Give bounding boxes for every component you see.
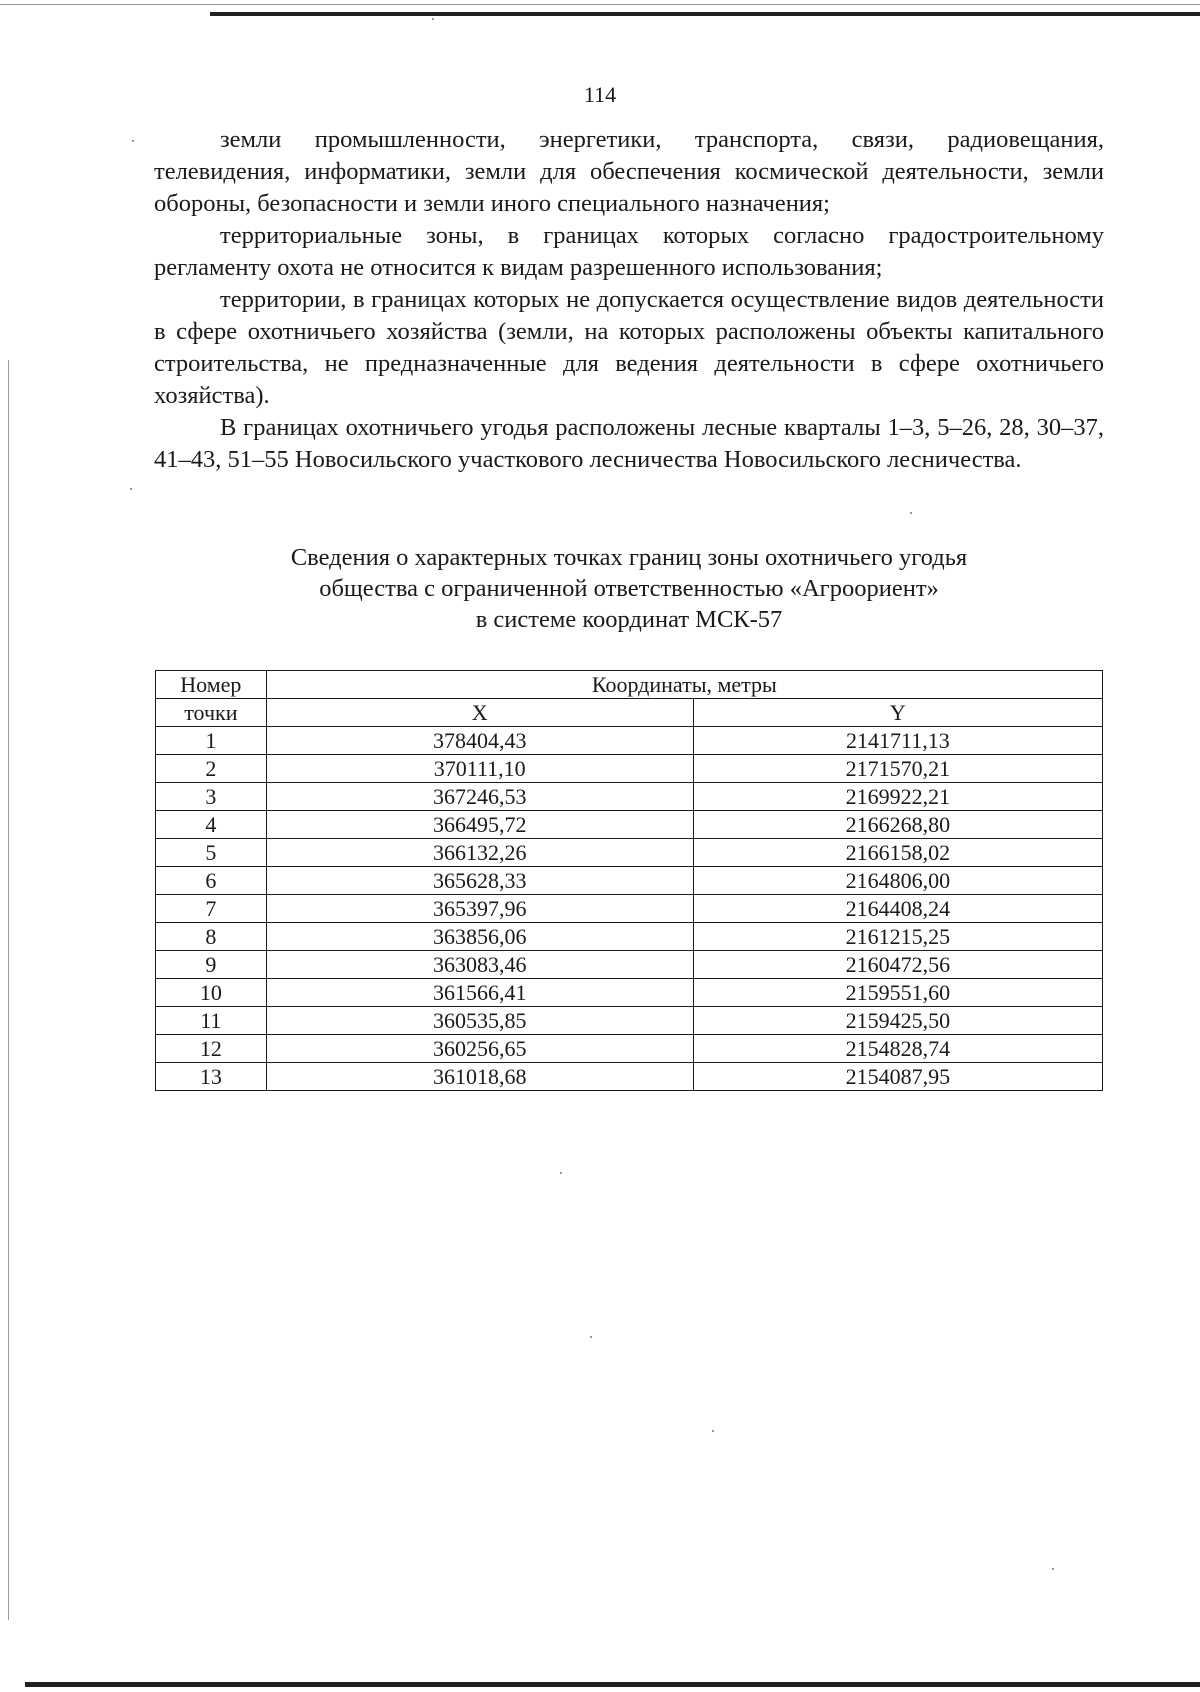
table-row [156, 895, 1103, 923]
cell-x: 365397,96 [266, 895, 693, 923]
cell-y: 2154087,95 [693, 1063, 1102, 1091]
scan-speck [432, 18, 434, 20]
scan-speck [560, 1172, 562, 1174]
cell-x: 361566,41 [266, 979, 693, 1007]
scan-edge-top [210, 12, 1200, 16]
table-row [156, 923, 1103, 951]
header-coordinates: Координаты, метры [266, 671, 1102, 699]
paragraph: территории, в границах которых не допускается осуществление видов деятельности в сфере охотничьего хозяйства (земли, на которых расположены объекты капитального строительства, не предназначенные для ведения деятельности в сфере охотничьего хозяйства). [154, 286, 1104, 409]
coordinates-table [155, 670, 1103, 1091]
cell-point-number: 8 [156, 923, 267, 951]
table-row [156, 867, 1103, 895]
cell-y: 2141711,13 [693, 727, 1102, 755]
table-row [156, 783, 1103, 811]
coordinates-table-body [156, 727, 1103, 1091]
cell-point-number: 6 [156, 867, 267, 895]
cell-x: 363083,46 [266, 951, 693, 979]
body-text [154, 124, 1104, 476]
cell-x: 366495,72 [266, 811, 693, 839]
cell-x: 361018,68 [266, 1063, 693, 1091]
cell-y: 2166158,02 [693, 839, 1102, 867]
section-title-line: Сведения о характерных точках границ зоны охотничьего угодья [290, 544, 968, 571]
section-title [154, 542, 1104, 635]
cell-point-number: 2 [156, 755, 267, 783]
table-row [156, 1063, 1103, 1091]
cell-x: 370111,10 [266, 755, 693, 783]
cell-point-number: 3 [156, 783, 267, 811]
cell-x: 366132,26 [266, 839, 693, 867]
cell-y: 2160472,56 [693, 951, 1102, 979]
cell-y: 2159425,50 [693, 1007, 1102, 1035]
table-row [156, 979, 1103, 1007]
cell-x: 367246,53 [266, 783, 693, 811]
cell-x: 360535,85 [266, 1007, 693, 1035]
table-row [156, 951, 1103, 979]
section-title-line: общества с ограниченной ответственностью «Агроориент» [319, 575, 939, 602]
scan-edge-bottom [25, 1682, 1200, 1687]
section-title-line: в системе координат МСК-57 [475, 606, 783, 633]
cell-point-number: 5 [156, 839, 267, 867]
page-number: 114 [583, 82, 617, 107]
cell-y: 2169922,21 [693, 783, 1102, 811]
cell-point-number: 13 [156, 1063, 267, 1091]
header-x: X [266, 699, 693, 727]
cell-y: 2154828,74 [693, 1035, 1102, 1063]
cell-x: 363856,06 [266, 923, 693, 951]
cell-y: 2159551,60 [693, 979, 1102, 1007]
scan-speck [132, 140, 134, 142]
cell-x: 360256,65 [266, 1035, 693, 1063]
header-point-number-line1: Номер [156, 671, 267, 699]
scan-edge-left [8, 360, 9, 1620]
header-point-number-line2: точки [156, 699, 267, 727]
cell-point-number: 1 [156, 727, 267, 755]
cell-y: 2161215,25 [693, 923, 1102, 951]
cell-y: 2166268,80 [693, 811, 1102, 839]
header-y: Y [693, 699, 1102, 727]
scan-speck [590, 1336, 592, 1338]
table-row [156, 755, 1103, 783]
cell-point-number: 9 [156, 951, 267, 979]
cell-point-number: 10 [156, 979, 267, 1007]
paragraph: земли промышленности, энергетики, транспорта, связи, радиовещания, телевидения, информатики, земли для обеспечения космической деятельности, земли обороны, безопасности и земли иного специального назначения; [154, 126, 1104, 217]
scan-edge-top-thin [0, 4, 1200, 5]
cell-point-number: 12 [156, 1035, 267, 1063]
paragraph: В границах охотничьего угодья расположены лесные кварталы 1–3, 5–26, 28, 30–37, 41–43, 51–55 Новосильского участкового лесничества Новосильского лесничества. [154, 414, 1104, 473]
scan-speck [712, 1430, 714, 1432]
scan-speck [130, 488, 132, 490]
cell-x: 378404,43 [266, 727, 693, 755]
cell-point-number: 4 [156, 811, 267, 839]
cell-y: 2164806,00 [693, 867, 1102, 895]
paragraph: территориальные зоны, в границах которых согласно градостроительному регламенту охота не относится к видам разрешенного использования; [154, 222, 1104, 281]
cell-x: 365628,33 [266, 867, 693, 895]
cell-point-number: 7 [156, 895, 267, 923]
table-row [156, 1007, 1103, 1035]
cell-y: 2171570,21 [693, 755, 1102, 783]
cell-point-number: 11 [156, 1007, 267, 1035]
table-row [156, 811, 1103, 839]
scan-speck [1052, 1568, 1054, 1570]
cell-y: 2164408,24 [693, 895, 1102, 923]
table-row [156, 839, 1103, 867]
scan-speck [910, 512, 912, 514]
table-row [156, 727, 1103, 755]
table-row [156, 1035, 1103, 1063]
